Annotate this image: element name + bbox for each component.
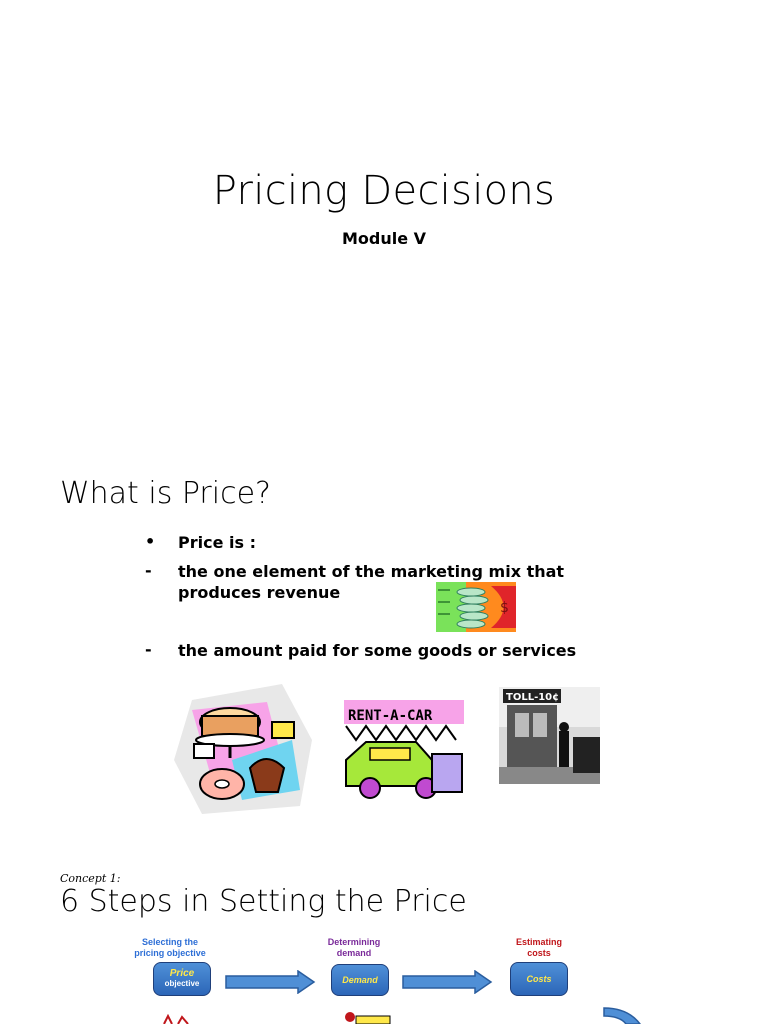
arrow-right-icon — [401, 970, 493, 994]
bullet-text: the one element of the marketing mix that produces revenue — [178, 562, 565, 602]
arrow-right-icon — [224, 970, 316, 994]
slide-title: Pricing Decisions — [212, 168, 556, 214]
step-box-costs — [510, 962, 568, 996]
concept-label: Concept 1: — [60, 872, 121, 885]
step-box-text: Costs — [526, 974, 552, 984]
step-box-text: Demand — [342, 975, 378, 985]
slide-subtitle: Module V — [341, 229, 427, 248]
bullet-marker: - — [145, 640, 152, 659]
bullet-text: the amount paid for some goods or services — [178, 641, 577, 660]
step-box-text: Price — [169, 968, 195, 979]
step-box-price-objective — [153, 962, 211, 996]
bullet-item — [0, 640, 768, 660]
bullet-marker: • — [145, 532, 156, 551]
toll-sign: TOLL-10¢ — [506, 692, 560, 703]
rent-a-car-clipart — [336, 690, 468, 802]
bullet-item — [0, 532, 768, 552]
step-label-demand: Determining demand — [327, 937, 381, 958]
bullet-text: Price is : — [178, 533, 256, 552]
step-box-demand — [331, 964, 389, 996]
curved-arrow-icon — [602, 1002, 642, 1024]
svg-text:$: $ — [500, 600, 509, 616]
step-label-pricing-objective: Selecting the pricing objective — [134, 937, 206, 958]
bullet-marker: - — [145, 561, 152, 580]
step-box-subtext: objective — [164, 979, 200, 988]
bakery-clipart — [172, 680, 314, 816]
clipart-fragment — [160, 1014, 196, 1024]
section-title-what-is-price: What is Price? — [60, 476, 271, 511]
bullet-item — [0, 561, 768, 605]
money-clipart — [436, 582, 516, 632]
toll-booth-photo — [499, 687, 600, 784]
clipart-fragment — [340, 1010, 392, 1024]
section-title-six-steps: 6 Steps in Setting the Price — [60, 884, 467, 919]
rent-a-car-sign: RENT-A-CAR — [348, 708, 433, 724]
step-label-costs: Estimating costs — [515, 937, 562, 958]
